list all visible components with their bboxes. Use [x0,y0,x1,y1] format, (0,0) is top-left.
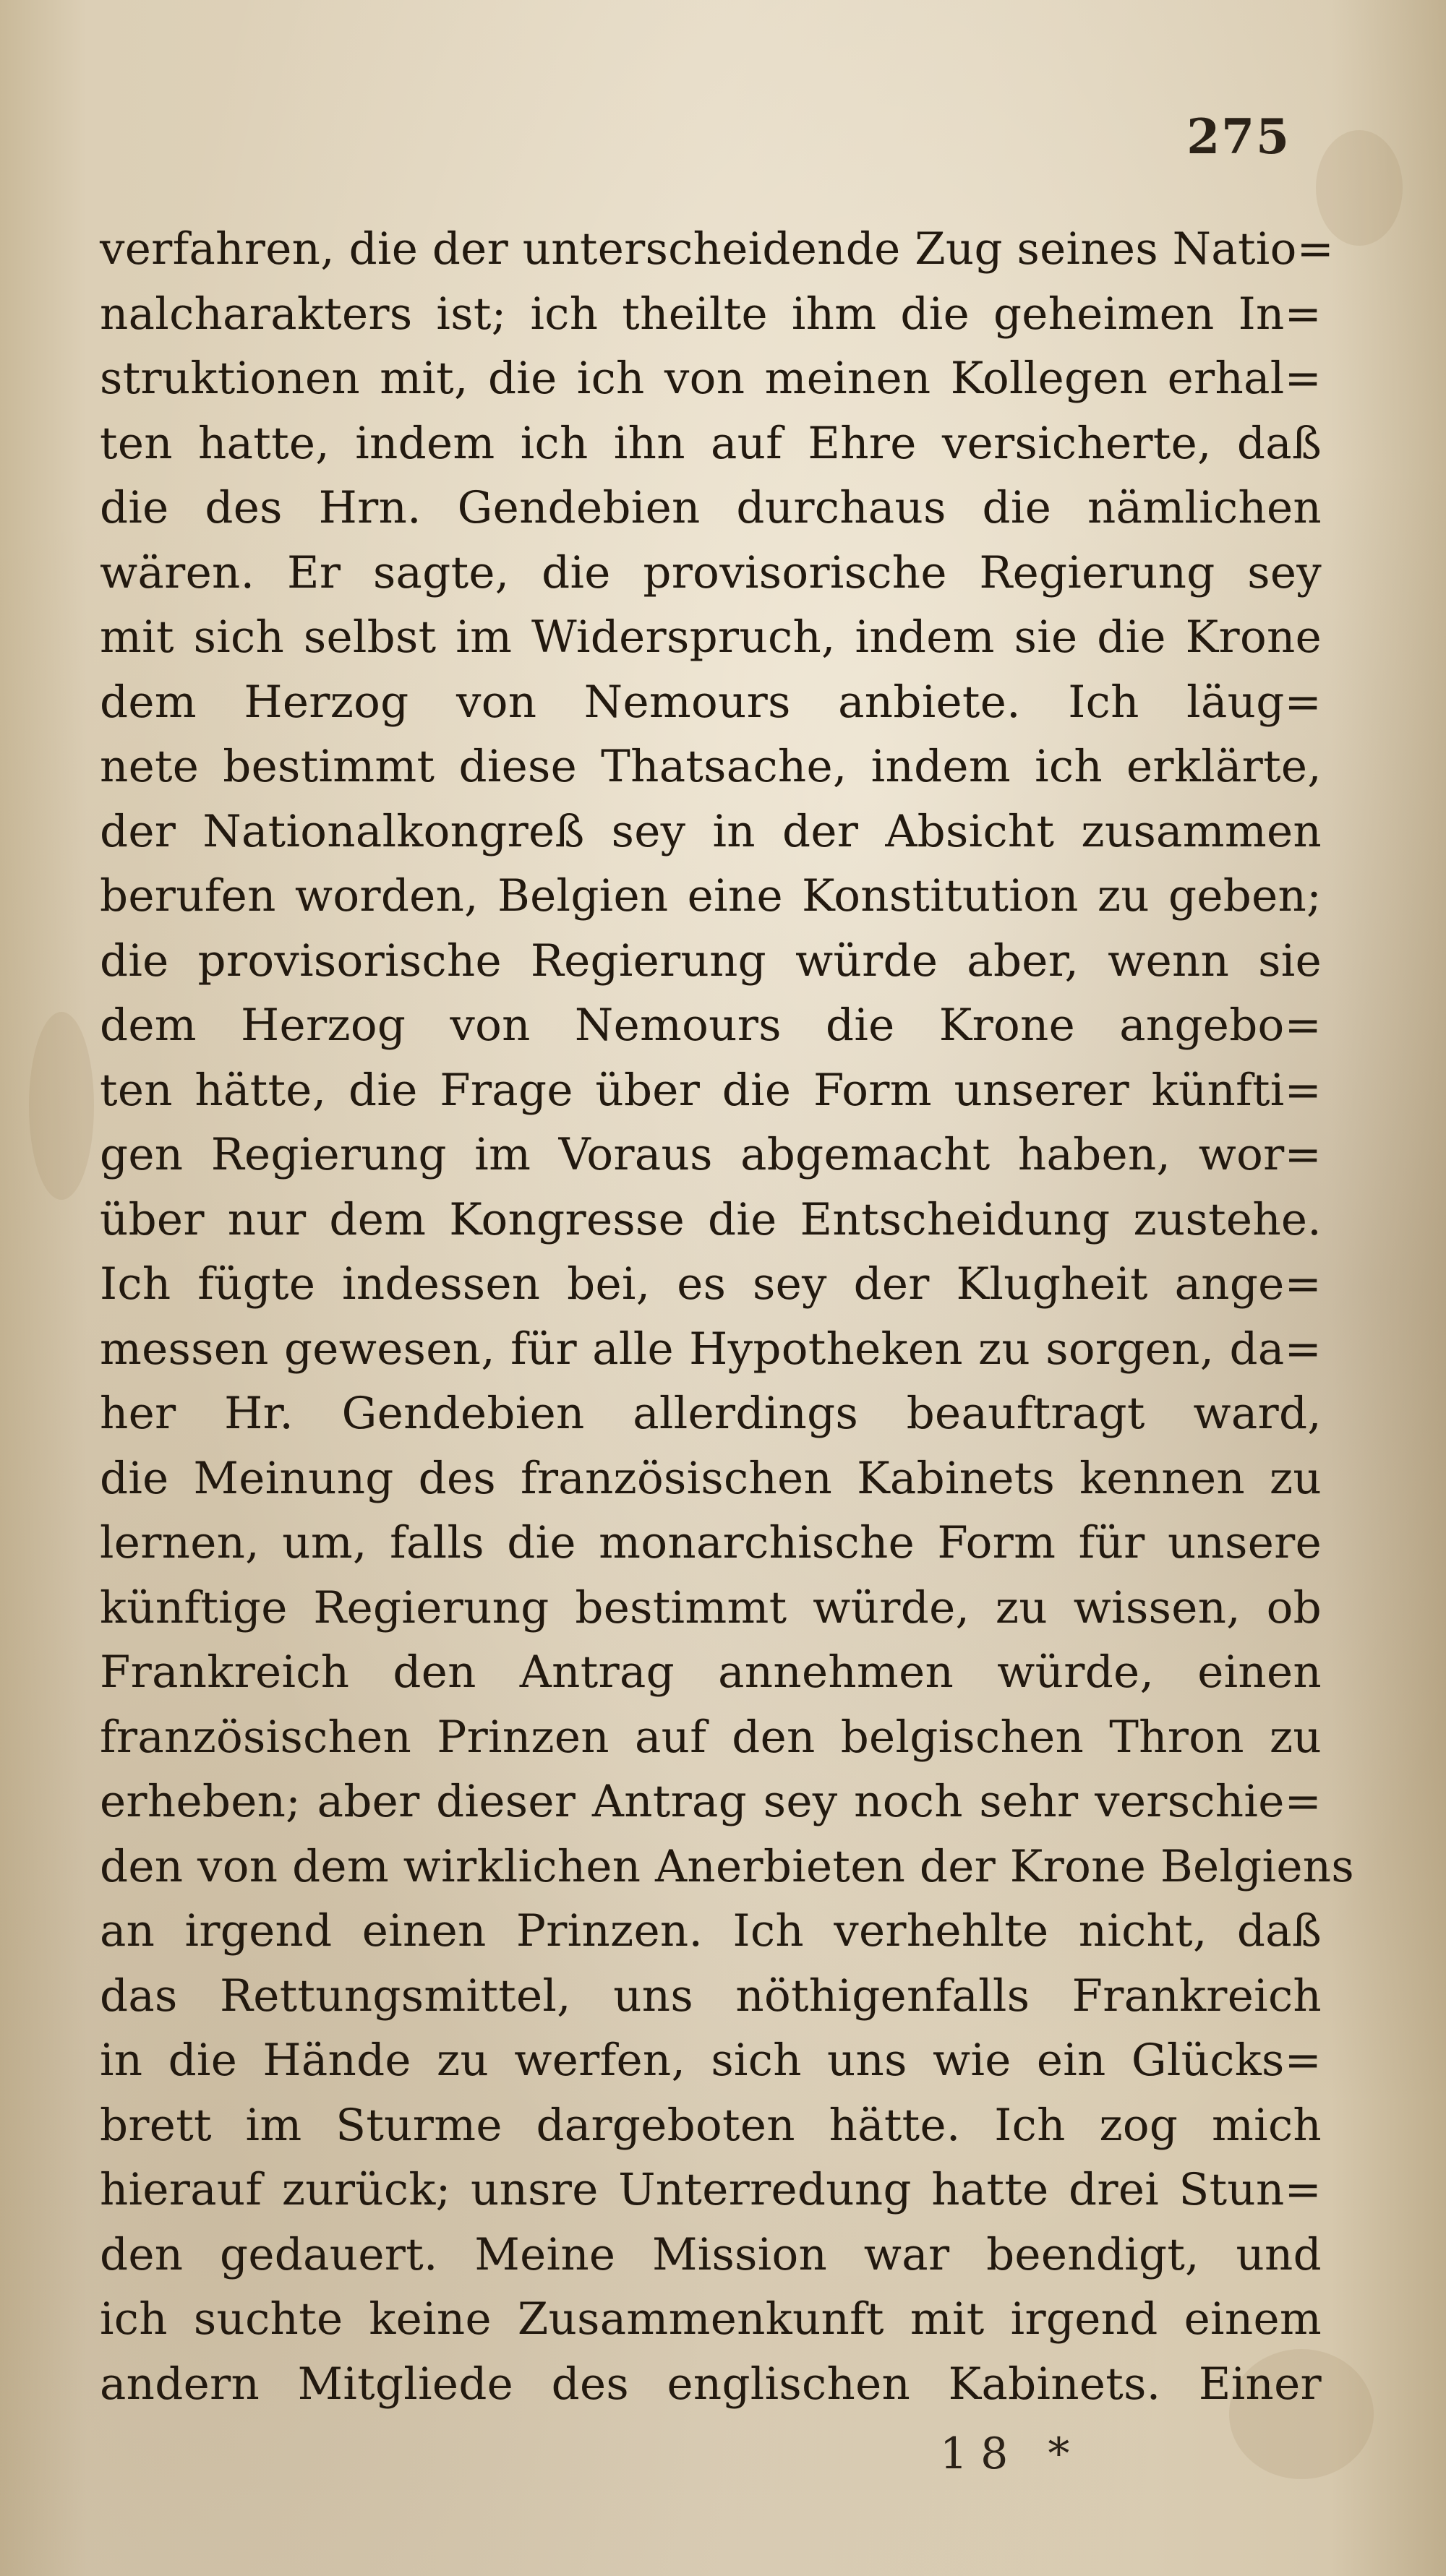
text-line: lernen, um, falls die monarchische Form für unsere [100,1517,1322,1568]
signature-mark: 18 * [940,2429,1083,2479]
text-line: in die Hände zu werfen, sich uns wie ein Glücks= [100,2035,1322,2086]
text-line: die Meinung des französischen Kabinets kennen zu [100,1452,1322,1504]
text-line: künftige Regierung bestimmt würde, zu wissen, ob [100,1581,1322,1633]
text-line: über nur dem Kongresse die Entscheidung zustehe. [100,1193,1322,1245]
text-line: andern Mitgliede des englischen Kabinets. Einer [100,2358,1322,2410]
text-line: französischen Prinzen auf den belgischen Thron zu [100,1711,1322,1763]
paper-stain [29,1012,94,1200]
text-line: ich suchte keine Zusammenkunft mit irgend einem [100,2293,1322,2345]
text-line: Ich fügte indessen bei, es sey der Klugheit ange= [100,1258,1322,1310]
text-line: brett im Sturme dargeboten hätte. Ich zog mich [100,2099,1322,2151]
text-line: hierauf zurück; unsre Unterredung hatte drei Stun= [100,2164,1322,2215]
text-line: wären. Er sagte, die provisorische Regierung sey [100,546,1322,598]
text-line: nete bestimmt diese Thatsache, indem ich erklärte, [100,741,1322,792]
text-line: der Nationalkongreß sey in der Absicht zusammen [100,805,1322,857]
text-line: ten hatte, indem ich ihn auf Ehre versicherte, daß [100,417,1322,469]
text-line: verfahren, die der unterscheidende Zug seines Natio= [100,223,1335,275]
text-line: erheben; aber dieser Antrag sey noch sehr verschie= [100,1776,1322,1827]
text-line: nalcharakters ist; ich theilte ihm die geheimen In= [100,288,1322,340]
body-text [100,217,1354,2416]
text-line: gen Regierung im Voraus abgemacht haben, wor= [100,1129,1322,1180]
text-line: an irgend einen Prinzen. Ich verhehlte nicht, daß [100,1905,1322,1957]
text-line: dem Herzog von Nemours die Krone angebo= [100,1000,1322,1051]
text-line: das Rettungsmittel, uns nöthigenfalls Frankreich [100,1970,1322,2022]
text-line: ten hätte, die Frage über die Form unserer künfti= [100,1064,1322,1116]
text-line: Frankreich den Antrag annehmen würde, einen [100,1647,1322,1698]
text-line: her Hr. Gendebien allerdings beauftragt ward, [100,1388,1322,1439]
text-line: struktionen mit, die ich von meinen Kollegen erhal= [100,353,1322,404]
text-line: den gedauert. Meine Mission war beendigt, und [100,2228,1322,2280]
text-line: mit sich selbst im Widerspruch, indem sie die Krone [100,611,1322,663]
page-number: 275 [1186,108,1291,165]
text-line: messen gewesen, für alle Hypotheken zu sorgen, da= [100,1323,1322,1375]
text-line: dem Herzog von Nemours anbiete. Ich läug= [100,676,1322,728]
text-line: den von dem wirklichen Anerbieten der Krone Belgiens [100,1840,1354,1892]
text-line: die provisorische Regierung würde aber, wenn sie [100,935,1322,987]
text-line: berufen worden, Belgien eine Konstitution zu geben; [100,870,1322,922]
text-line: die des Hrn. Gendebien durchaus die nämlichen [100,482,1322,533]
